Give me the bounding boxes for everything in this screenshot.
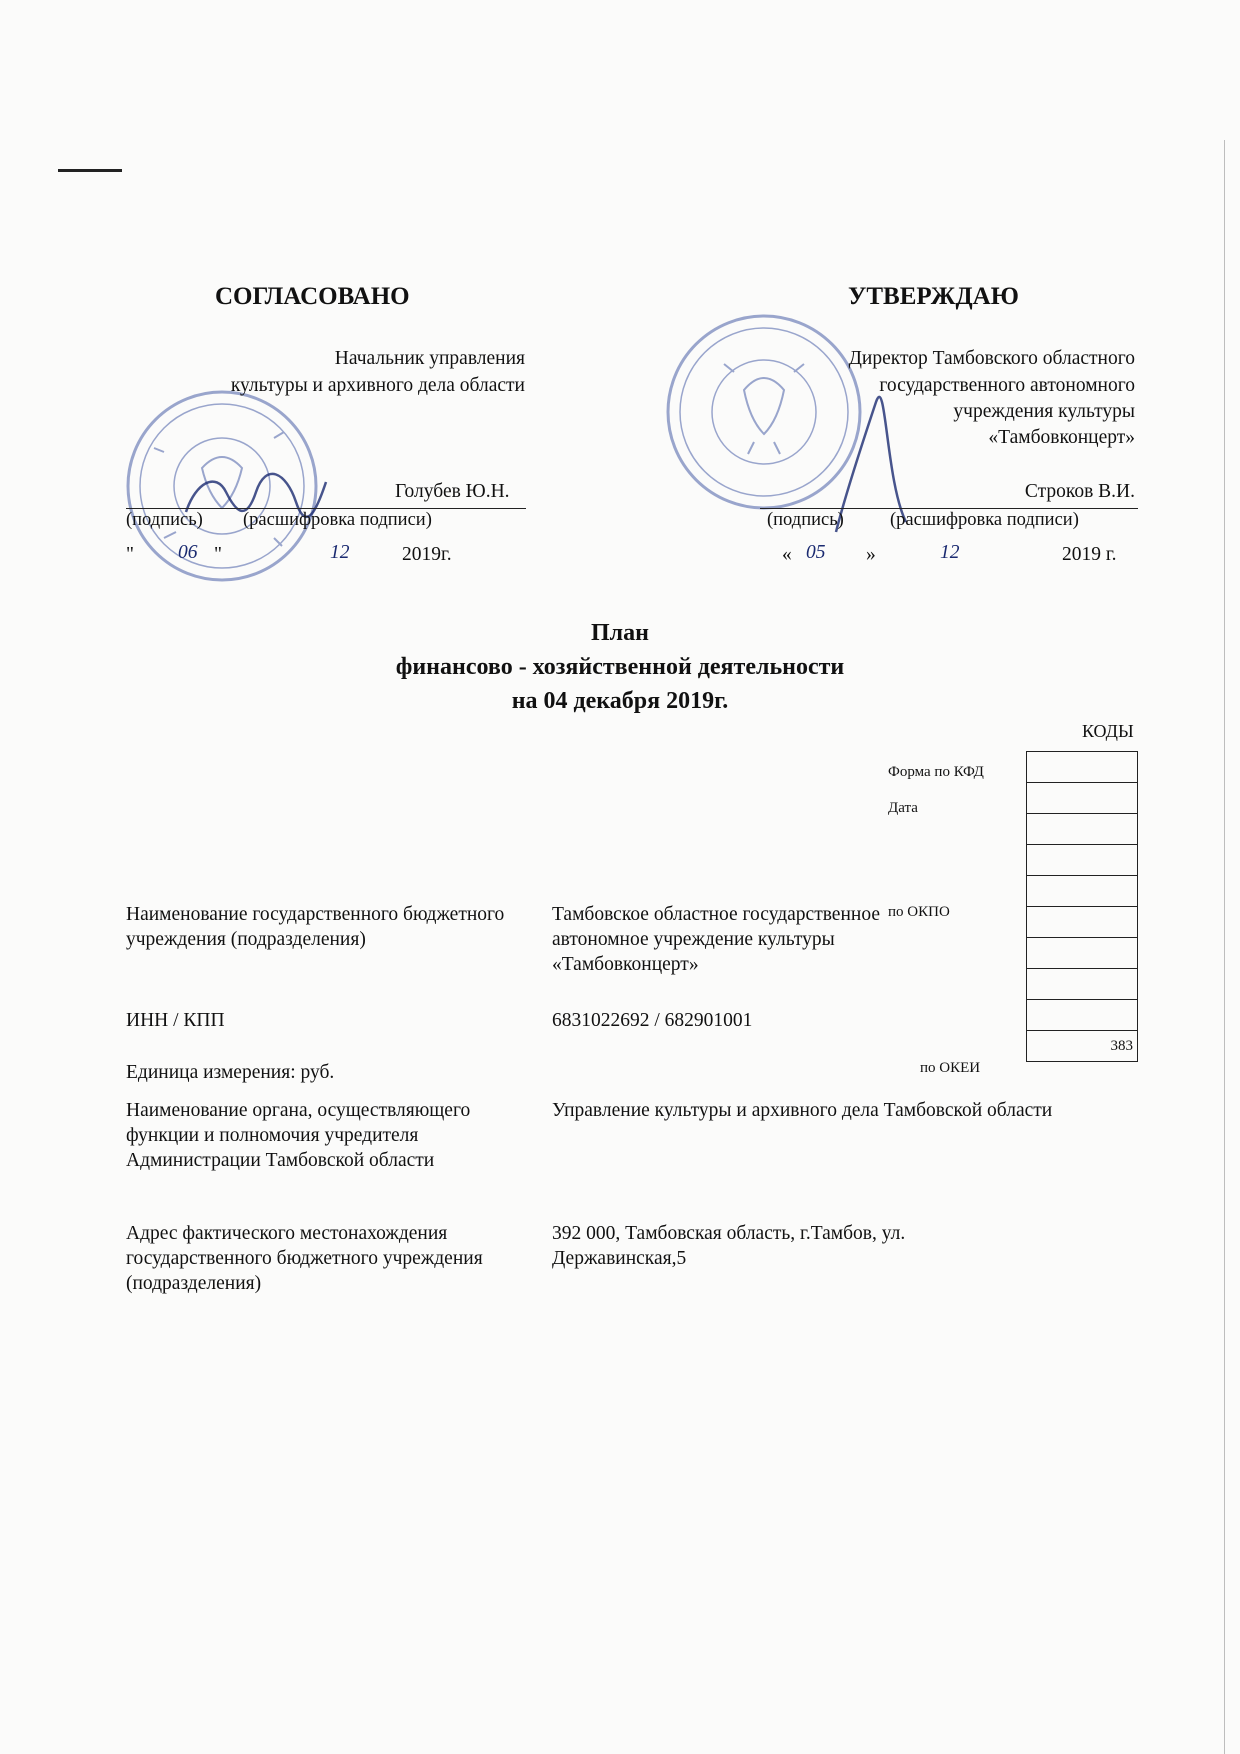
agreed-signer-name: Голубев Ю.Н. xyxy=(395,481,510,502)
codes-table xyxy=(1026,751,1138,1062)
approved-date-day: 05 xyxy=(806,542,826,563)
approved-signature-caption: (подпись) xyxy=(767,510,844,530)
approved-position-line-4: «Тамбовконцерт» xyxy=(988,427,1135,448)
approved-position-line-1: Директор Тамбовского областного xyxy=(848,348,1135,369)
plan-date: на 04 декабря 2019г. xyxy=(511,688,729,714)
inn-kpp-value: 6831022692 / 682901001 xyxy=(552,1010,753,1031)
approved-date-open: « xyxy=(782,544,792,565)
approved-signature-line xyxy=(760,508,1138,509)
institution-name-label: Наименование государственного бюджетного учреждения (подразделения) xyxy=(126,904,505,950)
date-label: Дата xyxy=(888,800,918,816)
code-cell-blank xyxy=(1027,969,1138,1000)
approved-date-month: 12 xyxy=(940,542,960,563)
approved-signer-name: Строков В.И. xyxy=(1024,481,1135,502)
agreed-date-day: 06 xyxy=(178,542,198,563)
approved-heading: УТВЕРЖДАЮ xyxy=(848,283,1019,310)
agreed-date-quote-open: " xyxy=(126,544,134,565)
form-kfd-label: Форма по КФД xyxy=(888,764,984,780)
page-edge xyxy=(1224,140,1225,1754)
corner-mark xyxy=(58,169,122,172)
code-cell-date xyxy=(1027,783,1138,814)
founder-label: Наименование органа, осуществляющего функции и полномочия учредителя Администрации Тамбовской области xyxy=(126,1100,471,1171)
codes-header: КОДЫ xyxy=(1082,721,1134,741)
code-cell-blank xyxy=(1027,814,1138,845)
code-cell-blank xyxy=(1027,1000,1138,1031)
okei-label: по ОКЕИ xyxy=(920,1060,981,1076)
plan-title: План xyxy=(591,620,649,646)
code-cell-blank xyxy=(1027,845,1138,876)
approved-position-line-3: учреждения культуры xyxy=(953,401,1135,422)
agreed-decoding-caption: (расшифровка подписи) xyxy=(243,510,432,530)
institution-name-value: Тамбовское областное государственное автономное учреждение культуры «Тамбовконцерт» xyxy=(552,904,880,975)
unit-label: Единица измерения: руб. xyxy=(126,1062,335,1083)
code-cell-blank xyxy=(1027,907,1138,938)
approved-date-close: » xyxy=(866,544,876,565)
address-value: 392 000, Тамбовская область, г.Тамбов, ул. Державинская,5 xyxy=(552,1223,906,1269)
agreed-signature-caption: (подпись) xyxy=(126,510,203,530)
agreed-signature-line xyxy=(126,508,526,509)
code-cell-form xyxy=(1027,752,1138,783)
plan-subtitle: финансово - хозяйственной деятельности xyxy=(395,654,845,680)
agreed-position-line-2: культуры и архивного дела области xyxy=(230,375,525,396)
code-cell-okpo xyxy=(1027,876,1138,907)
okpo-label: по ОКПО xyxy=(888,904,950,920)
approved-position-line-2: государственного автономного xyxy=(879,375,1135,396)
inn-kpp-label: ИНН / КПП xyxy=(126,1010,225,1031)
agreed-heading: СОГЛАСОВАНО xyxy=(215,283,410,310)
agreed-date-month: 12 xyxy=(330,542,350,563)
approved-decoding-caption: (расшифровка подписи) xyxy=(890,510,1079,530)
agreed-date-quote-close: " xyxy=(214,544,222,565)
code-cell-blank xyxy=(1027,938,1138,969)
code-cell-okei: 383 xyxy=(1027,1031,1138,1062)
approved-date-year: 2019 г. xyxy=(1062,544,1117,565)
founder-value: Управление культуры и архивного дела Тамбовской области xyxy=(552,1100,1053,1121)
agreed-date-year: 2019г. xyxy=(402,544,452,565)
address-label: Адрес фактического местонахождения государственного бюджетного учреждения (подразделения) xyxy=(126,1223,483,1294)
agreed-position-line-1: Начальник управления xyxy=(334,348,525,369)
